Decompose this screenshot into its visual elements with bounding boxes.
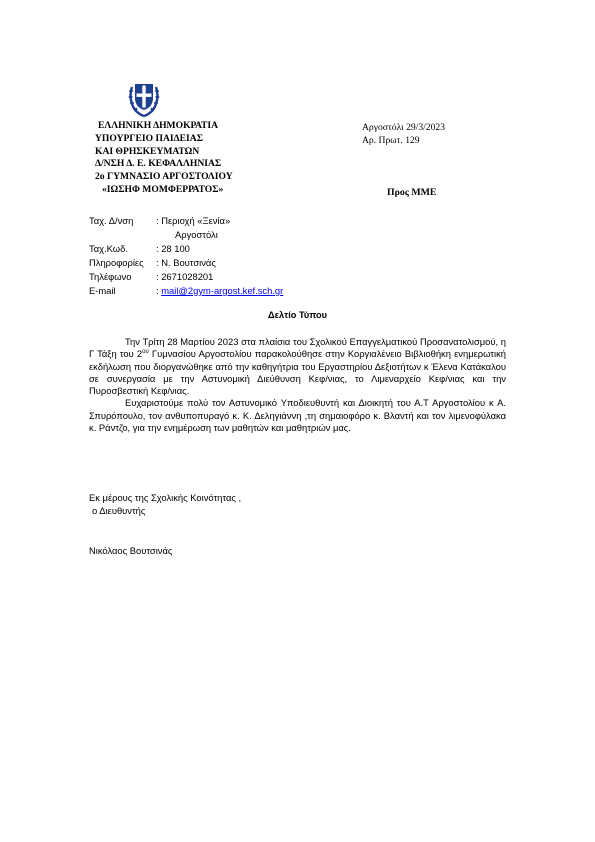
address-value: : Περιοχή «Ξενία»	[156, 215, 231, 226]
header-line-school: 2ο ΓΥΜΝΑΣΙΟ ΑΡΓΟΣΤΟΛΙΟΥ	[95, 171, 233, 183]
date-line: Αργοστόλι 29/3/2023	[362, 122, 445, 133]
date-protocol-block	[362, 121, 445, 147]
address-label: Ταχ. Δ/νση	[89, 215, 134, 226]
signature-line-1: Εκ μέρους της Σχολικής Κοινότητας ,	[89, 492, 242, 503]
phone-label: Τηλέφωνο	[89, 271, 132, 282]
document-title: Δελτίο Τύπου	[268, 310, 327, 320]
info-value: : Ν. Βουτσινάς	[156, 257, 216, 268]
postcode-label: Ταχ.Κωδ.	[89, 243, 128, 254]
header-line-republic: ΕΛΛΗΝΙΚΗ ΔΗΜΟΚΡΑΤΙΑ	[98, 120, 219, 131]
header-line-school-name: «ΙΩΣΗΦ ΜΟΜΦΕΡΡΑΤΟΣ»	[102, 183, 224, 195]
paragraph-1-part-a: Την Τρίτη 28 Μαρτίου 2023 στα πλαίσια του Σχολικού Επαγγελματικού Προσανατολισμού, η Γ Τάξη του 2	[89, 336, 506, 360]
signatory-name: Νικόλαος Βουτσινάς	[89, 545, 173, 556]
postcode-value: : 28 100	[156, 243, 190, 254]
email-prefix: :	[156, 285, 162, 296]
header-line-directorate: Δ/ΝΣΗ Δ. Ε. ΚΕΦΑΛΛΗΝΙΑΣ	[95, 158, 222, 170]
signature-block	[89, 492, 241, 517]
header-line-ministry: ΥΠΟΥΡΓΕΙΟ ΠΑΙΔΕΙΑΣ	[95, 132, 203, 144]
email-value-wrap	[156, 284, 283, 298]
paragraph-1	[89, 336, 506, 397]
signature-line-2: ο Διευθυντής	[92, 504, 146, 516]
greek-coat-of-arms-icon	[127, 79, 161, 117]
paragraph-1-part-b: Γυμνασίου Αργοστολίου παρακολούθησε στην Κοργιαλένειο Βιβλιοθήκη ενημερωτική εκδήλωση που διοργανώθηκε από την καθηγήτρια του Εργαστηρίου Δεξιοτήτων κ Έλενα Κατάκαλου σε συνεργασία με την Αστυνομική Διεύθυνση Κεφ/νιας, το Λιμεναρχείο Κεφ/νιας και την Πυροσβεστική Κεφ/νιας.	[89, 348, 506, 397]
document-body	[89, 336, 506, 434]
paragraph-2: Ευχαριστούμε πολύ τον Αστυνομικό Υποδιευθυντή και Διοικητή του Α.Τ Αργοστολίου κ Α. Σπυρόπουλο, τον ανθυποπυραγό κ. Κ. Δεληγιάννη ,τη σημαιοφόρο κ. Βλαντή και τον λιμενοφύλακα κ. Ράντζο, για την ενημέρωση των μαθητών και μαθητριών μας.	[89, 397, 506, 434]
recipient-label: Προς ΜΜΕ	[387, 187, 437, 198]
info-label: Πληροφορίες	[89, 257, 144, 268]
header-line-ministry-cont: ΚΑΙ ΘΡΗΣΚΕΥΜΑΤΩΝ	[95, 145, 200, 157]
ordinal-superscript: ου	[142, 349, 149, 356]
protocol-line: Αρ. Πρωτ. 129	[362, 135, 420, 146]
sender-block	[95, 120, 233, 197]
address-city: Αργοστόλι	[175, 229, 218, 240]
email-link[interactable]: mail@2gym-argost.kef.sch.gr	[161, 285, 284, 296]
phone-value: : 2671028201	[156, 271, 214, 282]
email-label: E-mail	[89, 285, 116, 296]
